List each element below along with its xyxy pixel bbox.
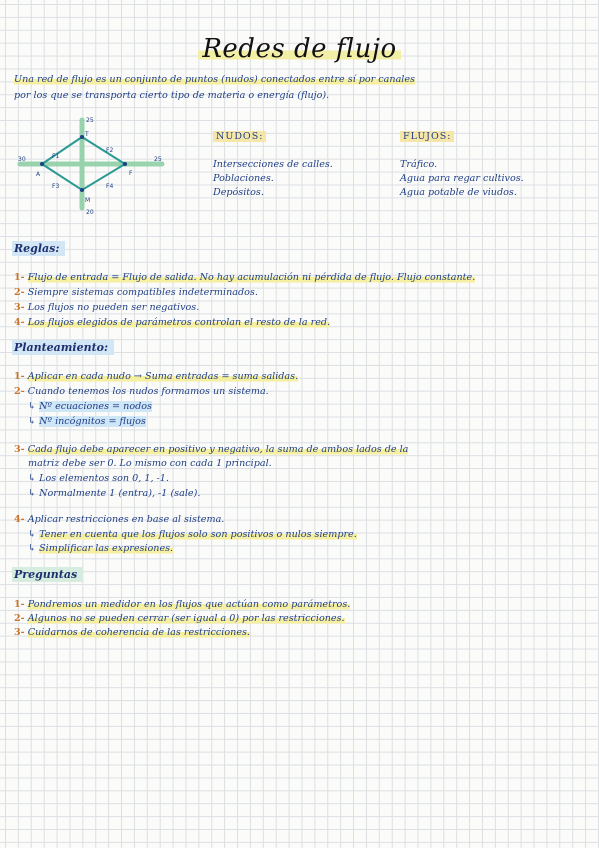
planteamiento-step-4-sub: ↳ Simplificar las expresiones. bbox=[28, 543, 174, 554]
pregunta-item: 3- Cuidarnos de coherencia de las restricciones. bbox=[14, 627, 250, 638]
value-right: 25 bbox=[154, 156, 162, 163]
planteamiento-step-2: 2- Cuando tenemos los nudos formamos un sistema. bbox=[14, 386, 269, 397]
nudos-item: Intersecciones de calles. bbox=[213, 159, 333, 170]
branch-arrow-icon: ↳ bbox=[28, 529, 37, 540]
node-label-m: M bbox=[85, 197, 91, 204]
intro-line-2: por los que se transporta cierto tipo de materia o energía (flujo). bbox=[14, 90, 330, 101]
flow-label-f1: F1 bbox=[52, 153, 60, 160]
flujos-item: Tráfico. bbox=[400, 159, 438, 170]
branch-arrow-icon: ↳ bbox=[28, 488, 37, 499]
regla-item: 3- Los flujos no pueden ser negativos. bbox=[14, 302, 200, 313]
flow-label-f3: F3 bbox=[52, 183, 60, 190]
branch-arrow-icon: ↳ bbox=[28, 401, 37, 412]
value-left: 30 bbox=[18, 156, 26, 163]
pregunta-item: 2- Algunos no se pueden cerrar (ser igual a 0) por las restricciones. bbox=[14, 613, 345, 624]
preguntas-heading: Preguntas bbox=[12, 567, 83, 582]
flow-label-f2: F2 bbox=[106, 147, 114, 154]
page-title: Redes de flujo bbox=[0, 34, 599, 64]
flujos-heading: FLUJOS: bbox=[400, 131, 454, 142]
node-m bbox=[80, 188, 84, 192]
node-label-t: T bbox=[85, 131, 89, 138]
branch-arrow-icon: ↳ bbox=[28, 473, 37, 484]
node-a bbox=[40, 162, 44, 166]
regla-item: 2- Siempre sistemas compatibles indeterminados. bbox=[14, 287, 258, 298]
flow-label-f4: F4 bbox=[106, 183, 114, 190]
value-top: 25 bbox=[86, 117, 94, 124]
node-t bbox=[80, 135, 84, 139]
nudos-item: Depósitos. bbox=[213, 187, 264, 198]
node-f bbox=[123, 162, 127, 166]
regla-item: 4- Los flujos elegidos de parámetros controlan el resto de la red. bbox=[14, 317, 331, 328]
flow-network-diagram bbox=[12, 112, 172, 220]
nudos-heading: NUDOS: bbox=[213, 131, 266, 142]
regla-item: 1- Flujo de entrada = Flujo de salida. No hay acumulación ni pérdida de flujo. Flujo constante. bbox=[14, 272, 476, 283]
planteamiento-step-3-sub: ↳ Normalmente 1 (entra), -1 (sale). bbox=[28, 488, 201, 499]
flujos-item: Agua potable de viudos. bbox=[400, 187, 517, 198]
planteamiento-heading: Planteamiento: bbox=[12, 340, 114, 355]
flujos-item: Agua para regar cultivos. bbox=[400, 173, 524, 184]
branch-arrow-icon: ↳ bbox=[28, 543, 37, 554]
branch-arrow-icon: ↳ bbox=[28, 416, 37, 427]
planteamiento-step-3-cont: matriz debe ser 0. Lo mismo con cada 1 principal. bbox=[28, 458, 272, 469]
value-bottom: 20 bbox=[86, 209, 94, 216]
reglas-heading: Reglas: bbox=[12, 241, 65, 256]
planteamiento-step-1: 1- Aplicar en cada nudo → Suma entradas = suma salidas. bbox=[14, 371, 299, 382]
planteamiento-step-2-sub: ↳ Nº incógnitos = flujos bbox=[28, 416, 146, 427]
planteamiento-step-4: 4- Aplicar restricciones en base al sistema. bbox=[14, 514, 225, 525]
planteamiento-step-2-sub: ↳ Nº ecuaciones = nodos bbox=[28, 401, 152, 412]
pregunta-item: 1- Pondremos un medidor en los flujos que actúan como parámetros. bbox=[14, 599, 351, 610]
node-label-f: F bbox=[129, 170, 133, 177]
planteamiento-step-4-sub: ↳ Tener en cuenta que los flujos solo son positivos o nulos siempre. bbox=[28, 529, 357, 540]
node-label-a: A bbox=[36, 171, 41, 178]
intro-line-1: Una red de flujo es un conjunto de puntos (nudos) conectados entre sí por canales bbox=[14, 74, 415, 85]
planteamiento-step-3-sub: ↳ Los elementos son 0, 1, -1. bbox=[28, 473, 169, 484]
planteamiento-step-3: 3- Cada flujo debe aparecer en positivo y negativo, la suma de ambos lados de la bbox=[14, 444, 409, 455]
nudos-item: Poblaciones. bbox=[213, 173, 274, 184]
